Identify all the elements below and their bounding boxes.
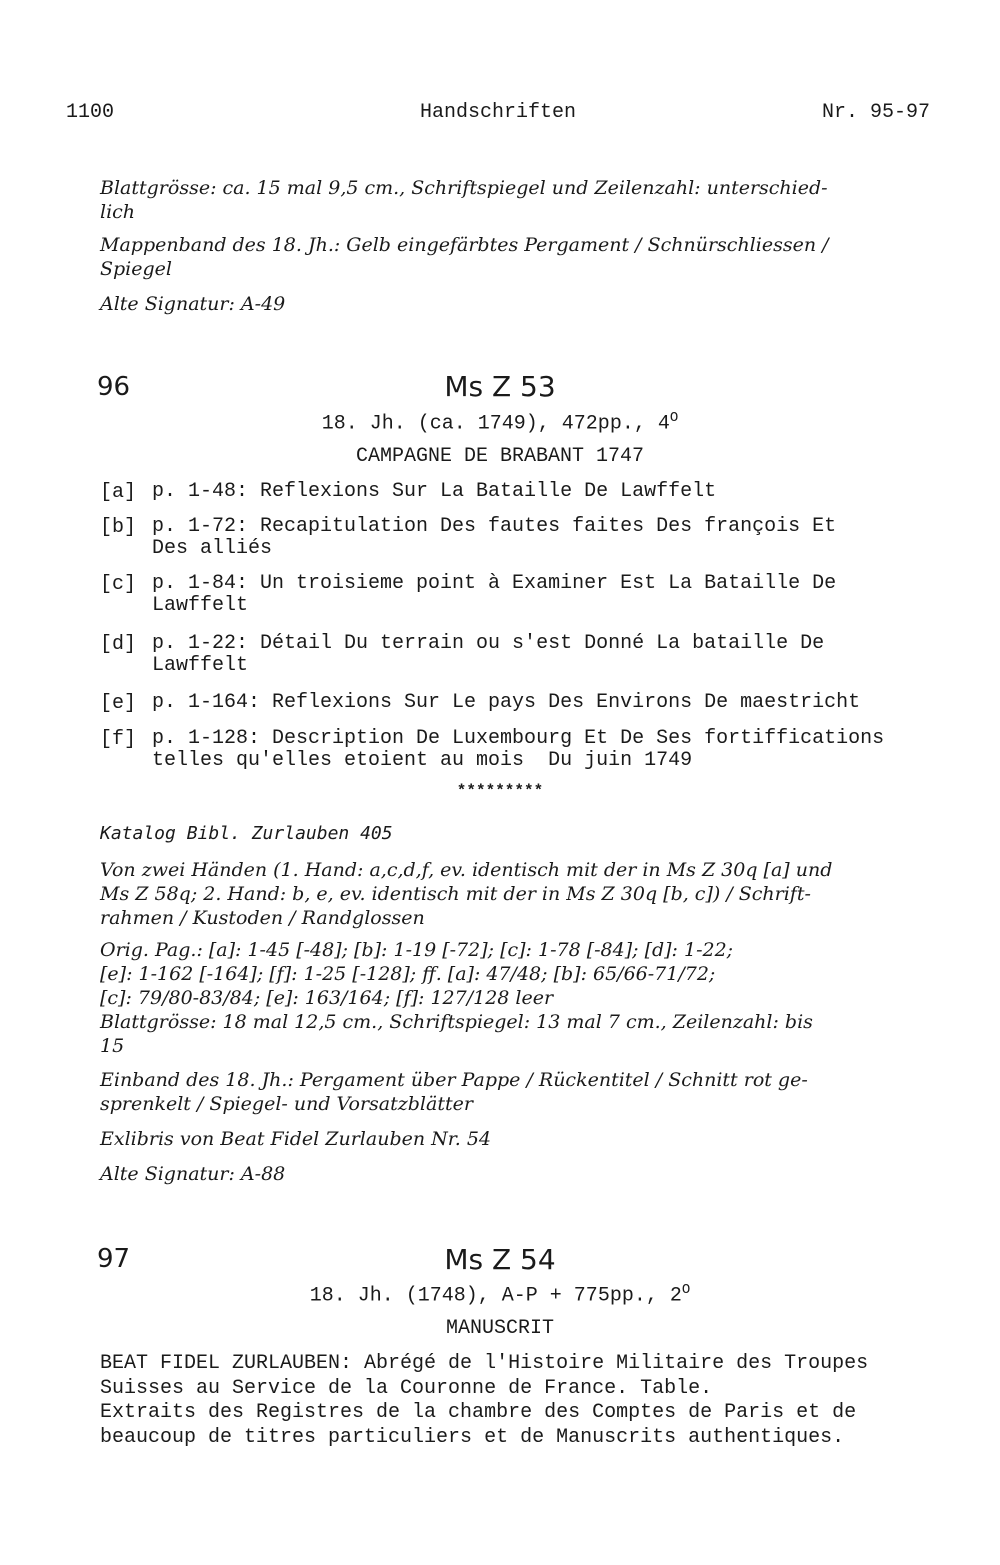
shelfmark-97: Ms Z 54 xyxy=(444,1243,556,1276)
date-text-97: 18. Jh. (1748), A-P + 775pp., 2 xyxy=(309,1284,682,1308)
note-haende-96: Von zwei Händen (1. Hand: a,c,d,f, ev. identisch mit der in Ms Z 30q [a] und Ms Z 58q; 2. Hand: b, e, ev. identisch mit der in Ms Z 30q [b, c]) / Schrift- rahmen / Kustoden / Randglossen xyxy=(100,859,833,929)
item-label: [f] xyxy=(100,728,137,751)
note-katalog-96: Katalog Bibl. Zurlauben 405 xyxy=(100,823,393,844)
item-text: p. 1-128: Description De Luxembourg Et De Ses fortiffications telles qu'elles etoient au mois Du juin 1749 xyxy=(152,727,885,772)
title-97: MANUSCRIT xyxy=(445,1317,555,1340)
item-text: p. 1-72: Recapitulation Des fautes faites Des françois Et Des alliés xyxy=(152,515,837,560)
item-label: [e] xyxy=(100,692,137,715)
running-title: Handschriften xyxy=(419,101,577,124)
running-header xyxy=(66,101,930,127)
format-sup-97: O xyxy=(681,1282,691,1298)
item-label: [c] xyxy=(100,573,137,596)
shelfmark-96: Ms Z 53 xyxy=(444,370,556,403)
page-number: 1100 xyxy=(66,101,115,124)
note-signatur-96: Alte Signatur: A-88 xyxy=(100,1163,286,1185)
format-sup-96: O xyxy=(669,410,679,426)
item-text: p. 1-48: Reflexions Sur La Bataille De Lawffelt xyxy=(152,480,717,503)
item-text: p. 1-22: Détail Du terrain ou s'est Donné La bataille De Lawffelt xyxy=(152,632,825,677)
note-exlibris-96: Exlibris von Beat Fidel Zurlauben Nr. 54 xyxy=(100,1128,492,1150)
description-97: BEAT FIDEL ZURLAUBEN: Abrégé de l'Histoire Militaire des Troupes Suisses au Service de la Couronne de France. Table. Extraits des Registres de la chambre des Comptes de Paris et de beaucoup de titres particuliers et de Manuscrits authentiques. xyxy=(100,1352,869,1449)
note-einband-96: Einband des 18. Jh.: Pergament über Pappe / Rückentitel / Schnitt rot ge- sprenkelt / Spiegel- und Vorsatzblätter xyxy=(100,1069,808,1115)
item-label: [a] xyxy=(100,481,137,504)
entry-number-97: 97 xyxy=(97,1244,131,1274)
item-text: p. 1-84: Un troisieme point à Examiner Est La Bataille De Lawffelt xyxy=(152,572,837,617)
separator: ********* xyxy=(456,782,544,800)
date-line-96 xyxy=(0,410,1000,436)
note-einband-95: Mappenband des 18. Jh.: Gelb eingefärbtes Pergament / Schnürschliessen / Spiegel xyxy=(100,234,829,280)
item-label: [b] xyxy=(100,516,137,539)
item-text: p. 1-164: Reflexions Sur Le pays Des Environs De maestricht xyxy=(152,691,861,714)
note-paginierung-96: Orig. Pag.: [a]: 1-45 [-48]; [b]: 1-19 [-72]; [c]: 1-78 [-84]; [d]: 1-22; [e]: 1-162 [-164]; [f]: 1-25 [-128]; ff. [a]: 47/48; [b]: 65/66-71/72; [c]: 79/80-83/84; [e]: 163/164; [f]: 127/128 leer Blattgrösse: 18 mal 12,5 cm., Schriftspiegel: 13 mal 7 cm., Zeilenzahl: bis 15 xyxy=(100,939,813,1057)
entry-range: Nr. 95-97 xyxy=(821,101,930,124)
note-blattgroesse-95: Blattgrösse: ca. 15 mal 9,5 cm., Schriftspiegel und Zeilenzahl: unterschied- lich xyxy=(100,177,828,223)
entry-number-96: 96 xyxy=(97,372,131,402)
title-96: CAMPAGNE DE BRABANT 1747 xyxy=(355,445,645,468)
date-line-97 xyxy=(0,1282,1000,1308)
note-signatur-95: Alte Signatur: A-49 xyxy=(100,293,286,315)
date-text-96: 18. Jh. (ca. 1749), 472pp., 4 xyxy=(321,412,670,436)
item-label: [d] xyxy=(100,633,137,656)
